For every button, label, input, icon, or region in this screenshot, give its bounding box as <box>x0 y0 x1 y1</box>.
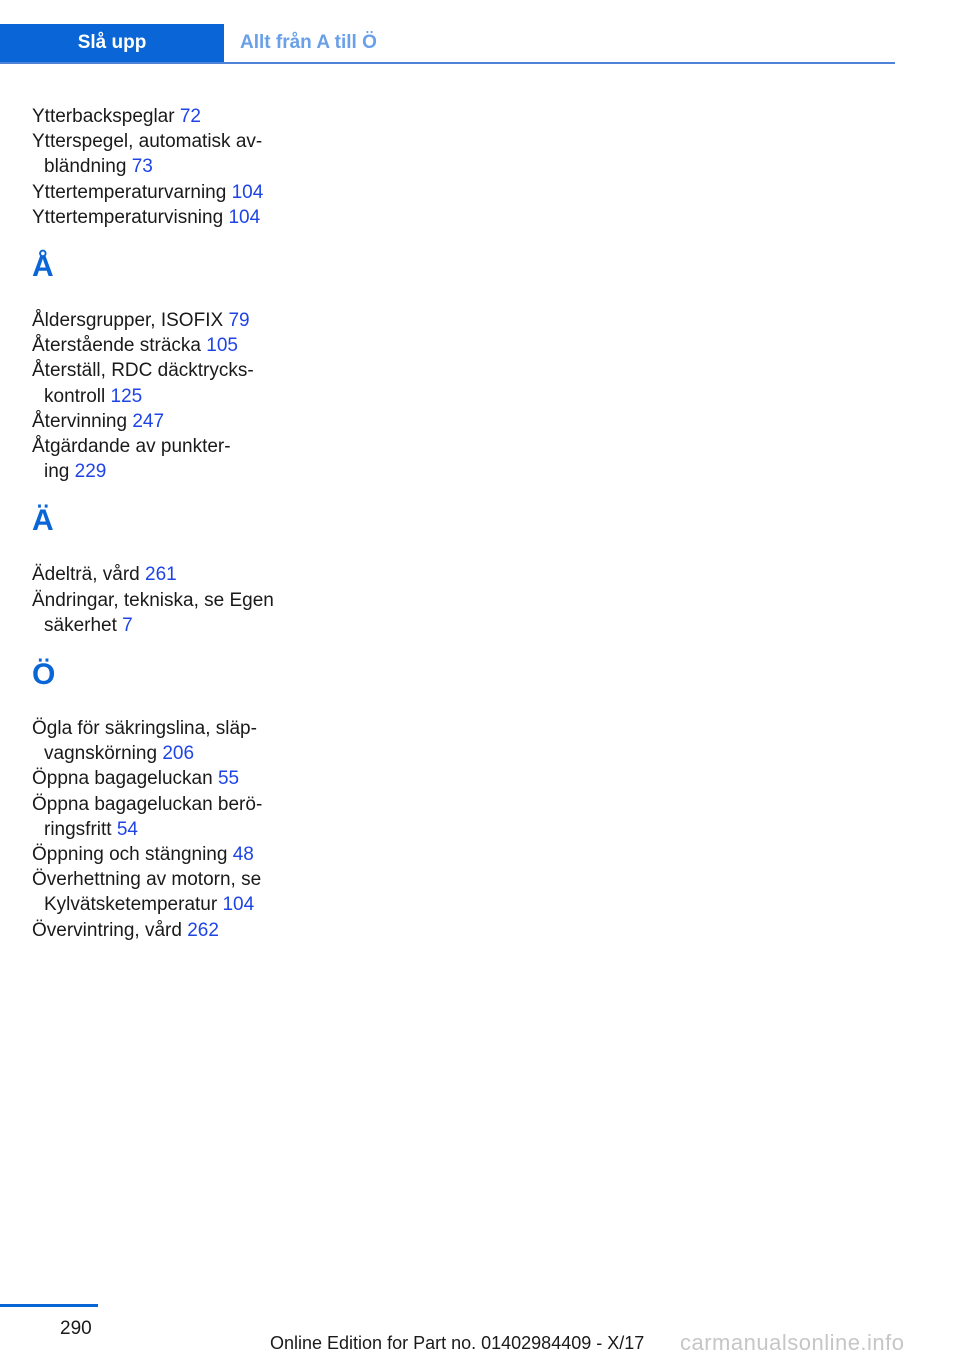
tab-sla-upp[interactable]: Slå upp <box>0 24 224 62</box>
index-entry: Ögla för säkringslina, släp- vagnskörning 206 <box>32 718 257 765</box>
page-link[interactable]: 79 <box>228 310 250 332</box>
page-link[interactable]: 247 <box>132 410 165 432</box>
index-entry: Åtgärdande av punkter- ing 229 <box>32 436 231 483</box>
page-link[interactable]: 104 <box>231 181 264 203</box>
page-link[interactable]: 54 <box>116 818 138 840</box>
page-link[interactable]: 55 <box>217 768 240 790</box>
index-entry: Ytterbackspeglar 72 <box>32 106 201 127</box>
index-entry: Åldersgrupper, ISOFIX 79 <box>32 310 250 332</box>
page-link[interactable]: 262 <box>187 919 219 941</box>
index-entry: Ädelträ, vård 261 <box>32 564 177 586</box>
section-letter: Ö <box>32 658 56 692</box>
watermark: carmanualsonline.info <box>680 1330 905 1355</box>
page-link[interactable]: 73 <box>131 156 153 178</box>
index-entry: Övervintring, vård 262 <box>32 919 219 941</box>
page-number: 290 <box>60 1318 92 1339</box>
page-link[interactable]: 261 <box>145 564 177 586</box>
page-link[interactable]: 72 <box>179 106 201 127</box>
tab-allt-fran-a-till-o[interactable]: Allt från A till Ö <box>240 32 377 53</box>
section-letter: Ä <box>32 504 54 538</box>
index-entry: Öppna bagageluckan berö- ringsfritt 54 <box>32 793 263 840</box>
index-entry: Öppning och stängning 48 <box>32 844 254 866</box>
page-link[interactable]: 104 <box>222 894 255 916</box>
index-entry: Öppna bagageluckan 55 <box>32 768 240 790</box>
index-list <box>32 104 302 943</box>
index-entry: Överhettning av motorn, se Kylvätsketemperatur 104 <box>32 869 262 916</box>
page-link[interactable]: 206 <box>162 743 195 765</box>
page-link[interactable]: 7 <box>122 614 133 636</box>
index-entry: Yttertemperaturvarning 104 <box>32 181 264 203</box>
page-link[interactable]: 229 <box>74 461 107 483</box>
index-entry: Yttertemperaturvisning 104 <box>32 206 261 228</box>
index-entry: Ändringar, tekniska, se Egen säkerhet 7 <box>32 589 274 636</box>
index-entry: Återstående sträcka 105 <box>32 335 238 357</box>
index-entry: Återvinning 247 <box>32 410 165 432</box>
edition-text: Online Edition for Part no. 01402984409 - X/17 <box>270 1333 645 1353</box>
footer-accent-line <box>0 1304 98 1307</box>
index-entry: Ytterspegel, automatisk av- bländning 73 <box>32 131 263 178</box>
page-link[interactable]: 125 <box>110 385 143 407</box>
page-link[interactable]: 104 <box>228 206 261 228</box>
section-letter: Å <box>32 250 54 284</box>
page-link[interactable]: 105 <box>206 335 238 357</box>
header-tabs <box>0 24 895 64</box>
page-link[interactable]: 48 <box>232 844 254 866</box>
index-entry: Återställ, RDC däcktrycks- kontroll 125 <box>32 360 254 407</box>
